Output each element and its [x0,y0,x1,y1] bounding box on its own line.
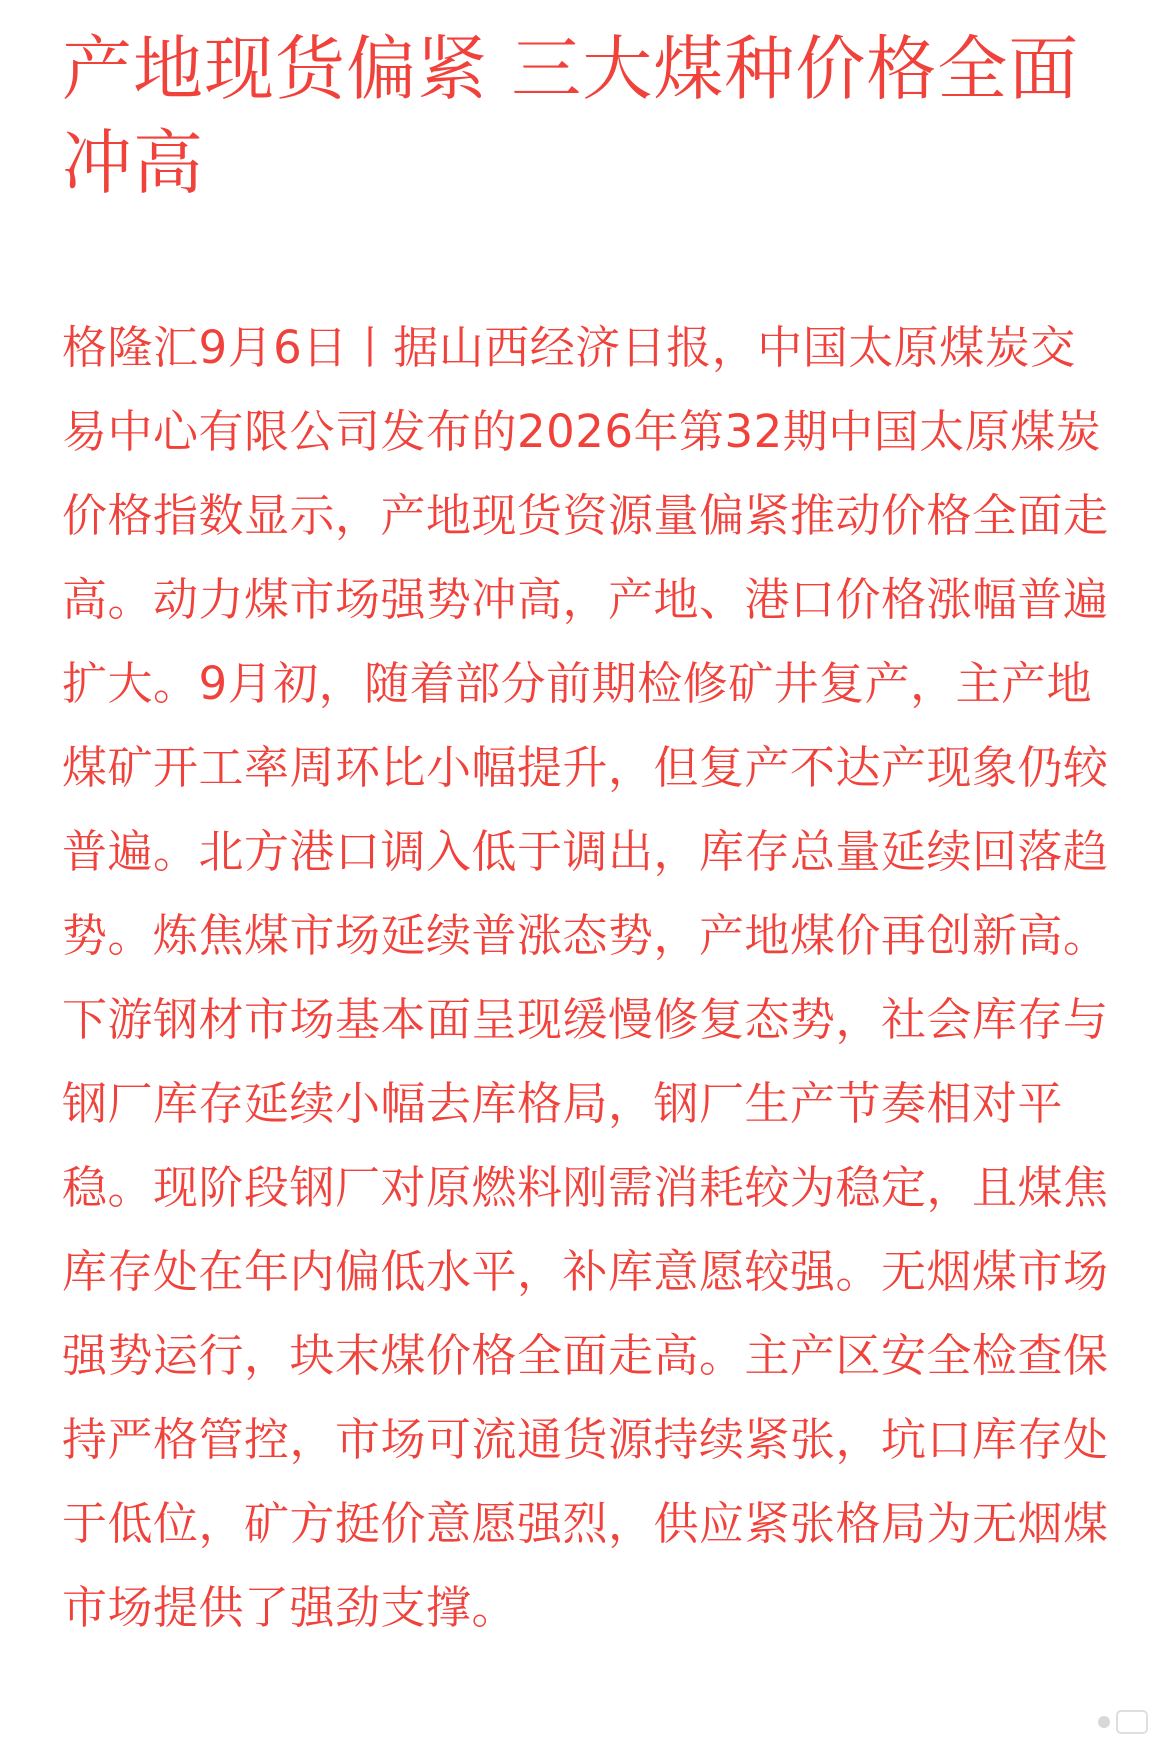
watermark-icon [1098,1710,1148,1734]
article-title: 产地现货偏紧 三大煤种价格全面冲高 [62,28,1080,204]
watermark-block-icon [1116,1710,1148,1734]
watermark-dot-icon [1098,1716,1110,1728]
article-body: 格隆汇9月6日丨据山西经济日报，中国太原煤炭交易中心有限公司发布的2026年第32期中国太原煤炭价格指数显示，产地现货资源量偏紧推动价格全面走高。动力煤市场强势冲高，产地、港口价格涨幅普遍扩大。9月初，随着部分前期检修矿井复产，主产地煤矿开工率周环比小幅提升，但复产不达产现象仍较普遍。北方港口调入低于调出，库存总量延续回落趋势。炼焦煤市场延续普涨态势，产地煤价再创新高。下游钢材市场基本面呈现缓慢修复态势，社会库存与钢厂库存延续小幅去库格局，钢厂生产节奏相对平稳。现阶段钢厂对原燃料刚需消耗较为稳定，且煤焦库存处在年内偏低水平，补库意愿较强。无烟煤市场强势运行，块末煤价格全面走高。主产区安全检查保持严格管控，市场可流通货源持续紧张，坑口库存处于低位，矿方挺价意愿强烈，供应紧张格局为无烟煤市场提供了强劲支撑。 [62,321,1109,1634]
article [62,22,1112,1650]
